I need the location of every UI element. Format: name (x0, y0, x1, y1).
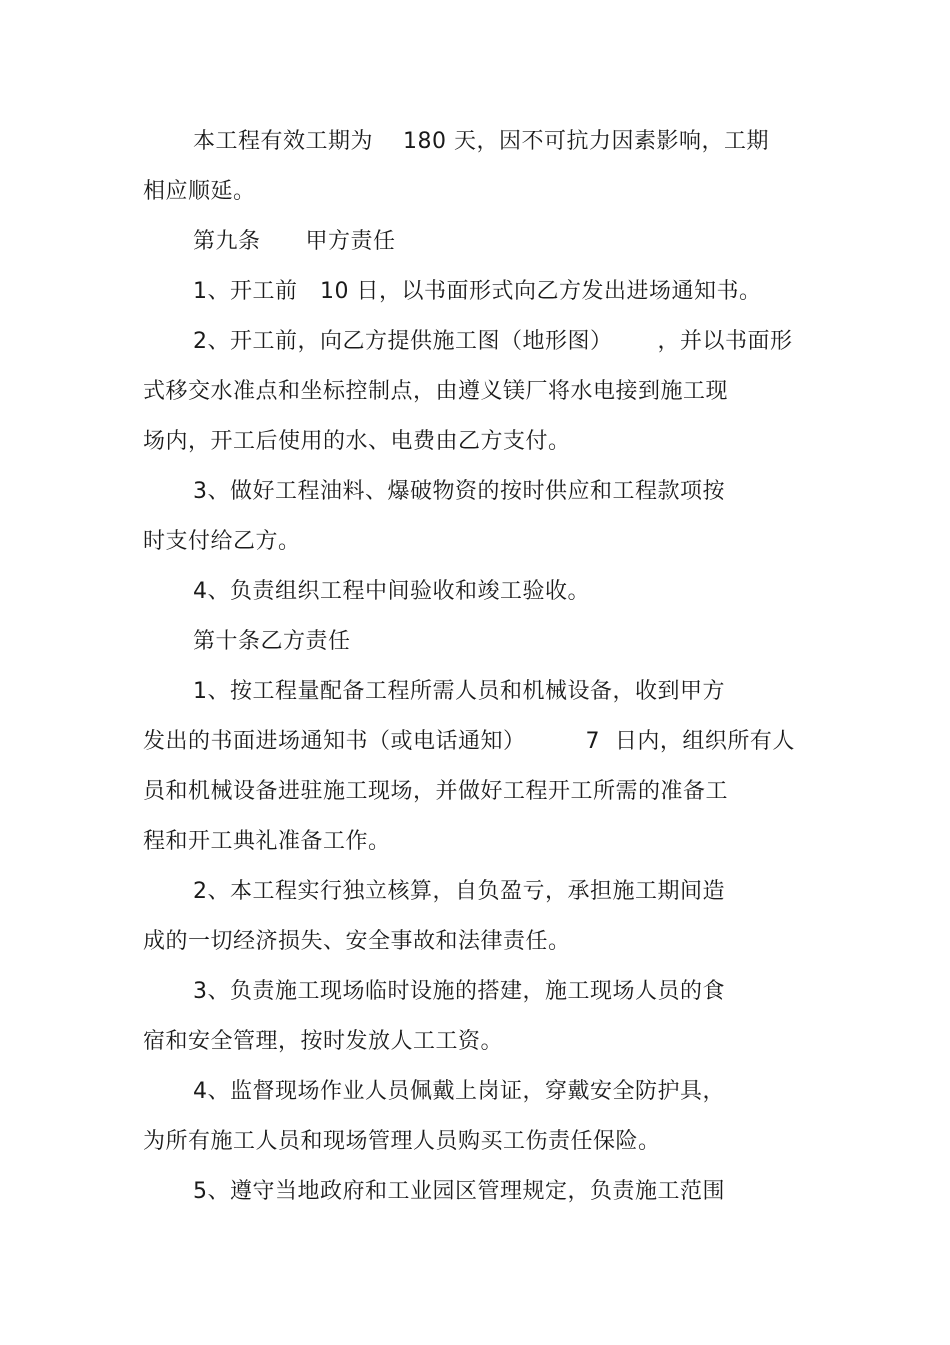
section-heading: 第十条乙方责任 (193, 629, 351, 654)
paragraph-line: 4、监督现场作业人员佩戴上岗证，穿戴安全防护具， (193, 1079, 725, 1104)
paragraph-line: 宿和安全管理，按时发放人工工资。 (143, 1029, 504, 1054)
paragraph-line: 式移交水准点和坐标控制点，由遵义镁厂将水电接到施工现 (143, 379, 729, 404)
paragraph-line: 成的一切经济损失、安全事故和法律责任。 (143, 929, 571, 954)
paragraph-line: 4、负责组织工程中间验收和竣工验收。 (193, 579, 590, 604)
paragraph-line: 本工程有效工期为 180 天，因不可抗力因素影响，工期 (193, 129, 769, 154)
paragraph-line: 3、负责施工现场临时设施的搭建，施工现场人员的食 (193, 979, 725, 1004)
paragraph-line: 1、按工程量配备工程所需人员和机械设备，收到甲方 (193, 679, 725, 704)
paragraph-line: 2、开工前，向乙方提供施工图（地形图） ，并以书面形 (193, 329, 793, 354)
paragraph-line: 相应顺延。 (143, 179, 256, 204)
paragraph-line: 5、遵守当地政府和工业园区管理规定，负责施工范围 (193, 1179, 725, 1204)
paragraph-line: 发出的书面进场通知书（或电话通知） 7 日内，组织所有人 (143, 729, 795, 754)
paragraph-line: 为所有施工人员和现场管理人员购买工伤责任保险。 (143, 1129, 661, 1154)
paragraph-line: 1、开工前 10 日，以书面形式向乙方发出进场通知书。 (193, 279, 762, 304)
paragraph-line: 2、本工程实行独立核算，自负盈亏，承担施工期间造 (193, 879, 725, 904)
paragraph-line: 场内，开工后使用的水、电费由乙方支付。 (143, 429, 571, 454)
section-heading: 第九条 甲方责任 (193, 229, 396, 254)
paragraph-line: 员和机械设备进驻施工现场，并做好工程开工所需的准备工 (143, 779, 729, 804)
paragraph-line: 3、做好工程油料、爆破物资的按时供应和工程款项按 (193, 479, 725, 504)
paragraph-line: 程和开工典礼准备工作。 (143, 829, 391, 854)
paragraph-line: 时支付给乙方。 (143, 529, 301, 554)
